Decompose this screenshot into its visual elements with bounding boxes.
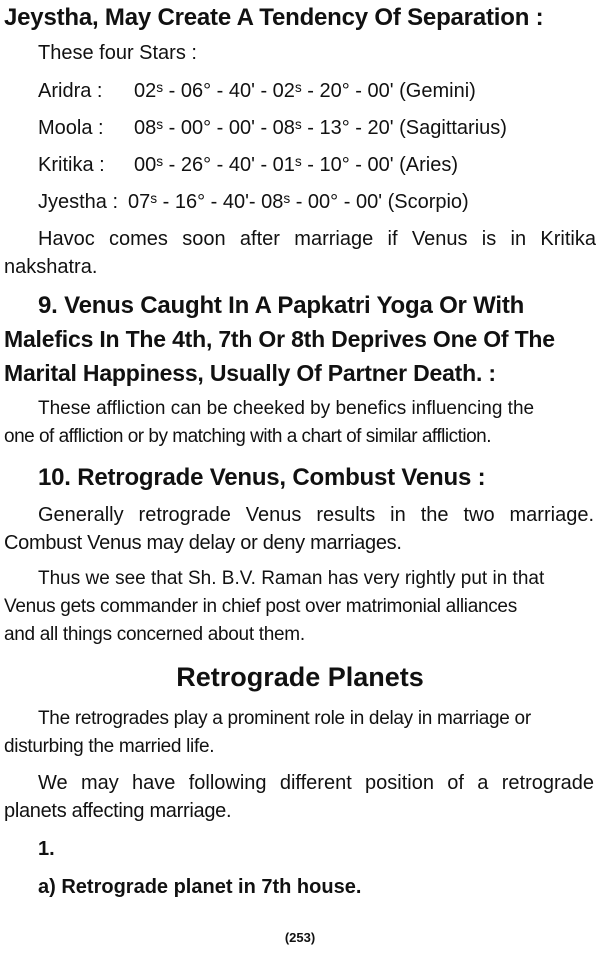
page-number: (253) xyxy=(284,930,316,945)
list-item-a: a) Retrograde planet in 7th house. xyxy=(38,876,362,898)
heading-section-10: 10. Retrograde Venus, Combust Venus : xyxy=(38,464,486,491)
star-name: Jyestha : xyxy=(38,191,119,213)
havoc-line-1: Havoc comes soon after marriage if Venus is in Kritika xyxy=(38,228,596,250)
heading-separation: Jeystha, May Create A Tendency Of Separation : xyxy=(4,4,544,31)
section-10-para1-line-2: Combust Venus may delay or deny marriages. xyxy=(4,532,402,554)
star-row-moola xyxy=(38,117,507,140)
star-range: 07ˢ - 16° - 40'- 08ˢ - 00° - 00' (Scorpio) xyxy=(128,191,469,213)
section-10-para2-line-2: Venus gets commander in chief post over matrimonial alliances xyxy=(4,596,517,617)
heading-section-9-line-2: Malefics In The 4th, 7th Or 8th Deprives One Of The xyxy=(4,326,555,352)
section-10-para2-line-1: Thus we see that Sh. B.V. Raman has very rightly put in that xyxy=(38,568,545,589)
intro-text: These four Stars : xyxy=(38,42,197,64)
star-row-kritika xyxy=(38,154,458,177)
retrograde-planets-title: Retrograde Planets xyxy=(176,662,424,692)
star-row-aridra xyxy=(38,80,476,103)
section-10-para1-line-1: Generally retrograde Venus results in the two marriage. xyxy=(38,504,594,526)
heading-section-9-line-1: 9. Venus Caught In A Papkatri Yoga Or With xyxy=(38,292,525,319)
retro-para1-line-1: The retrogrades play a prominent role in delay in marriage or xyxy=(38,708,531,729)
retro-para2-line-2: planets affecting marriage. xyxy=(4,800,232,822)
retro-para1-line-2: disturbing the married life. xyxy=(4,736,215,757)
star-range: 00ˢ - 26° - 40' - 01ˢ - 10° - 00' (Aries) xyxy=(134,154,459,176)
section-10-para2-line-3: and all things concerned about them. xyxy=(4,624,305,645)
star-name: Aridra : xyxy=(38,80,103,102)
star-range: 02ˢ - 06° - 40' - 02ˢ - 20° - 00' (Gemini) xyxy=(134,80,476,102)
star-range: 08ˢ - 00° - 00' - 08ˢ - 13° - 20' (Sagittarius) xyxy=(134,117,507,139)
retro-para2-line-1: We may have following different position of a retrograde xyxy=(38,772,594,794)
havoc-line-2: nakshatra. xyxy=(4,256,98,278)
list-item-number: 1. xyxy=(38,838,55,860)
star-name: Moola : xyxy=(38,117,104,139)
star-row-jyestha xyxy=(38,191,469,214)
heading-section-9-line-3: Marital Happiness, Usually Of Partner Death. : xyxy=(4,360,496,386)
star-name: Kritika : xyxy=(38,154,105,176)
section-9-body-1: These affliction can be cheeked by benefics influencing the xyxy=(38,398,535,419)
section-9-body-2: one of affliction or by matching with a chart of similar affliction. xyxy=(4,426,491,447)
